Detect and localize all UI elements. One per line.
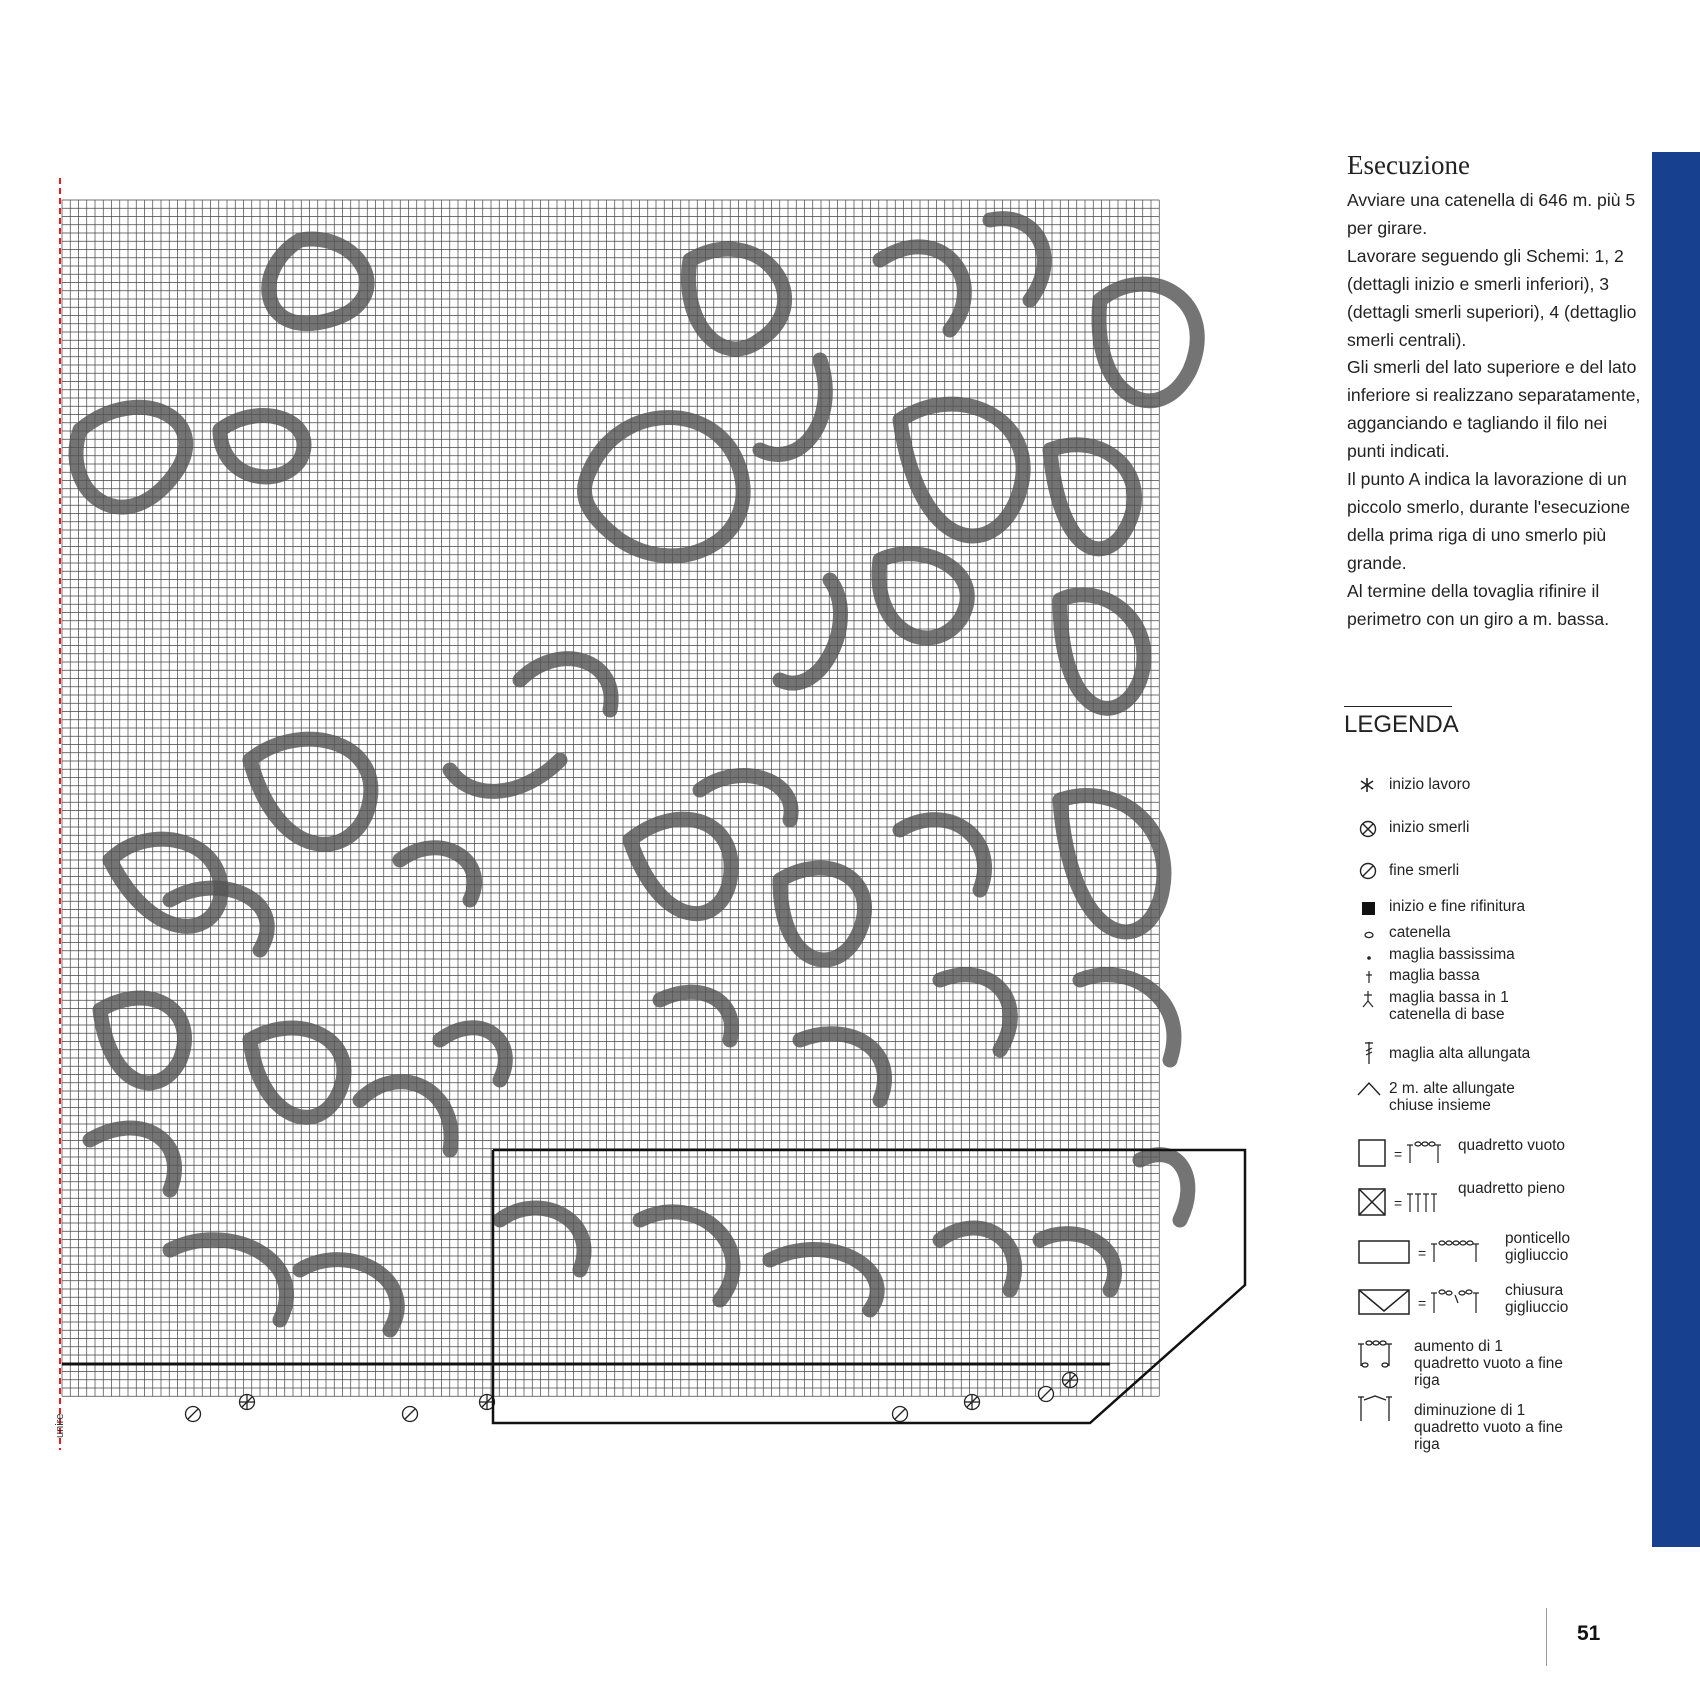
filled-motif-stroke	[170, 1240, 287, 1320]
filled-motif-stroke	[990, 219, 1044, 300]
increase-icon	[1357, 1338, 1393, 1368]
legend-label: maglia bassa	[1389, 967, 1480, 984]
svg-text:=: =	[1418, 1245, 1427, 1261]
small-oval-icon	[1363, 930, 1375, 940]
filled-motif-stroke	[770, 1250, 877, 1310]
circled-slash-icon	[1359, 862, 1377, 880]
black-square-icon	[1362, 902, 1376, 916]
svg-text:=: =	[1394, 1146, 1403, 1162]
filled-motif-stroke	[660, 992, 732, 1040]
filled-motif-stroke	[760, 360, 825, 454]
circled-x-icon	[1063, 1373, 1078, 1388]
execution-paragraph: Il punto A indica la lavorazione di un piccolo smerlo, durante l'esecuzione della prima riga di uno smerlo più grande.	[1347, 469, 1631, 573]
legend-label: fine smerli	[1389, 862, 1460, 879]
filled-motif-stroke	[100, 998, 185, 1083]
legend-label: chiusura gigliuccio	[1505, 1282, 1569, 1316]
svg-text:=: =	[1418, 1295, 1427, 1311]
filled-motif-stroke	[220, 416, 304, 477]
filled-square-icon	[1358, 1188, 1470, 1216]
filled-motif-stroke	[1060, 595, 1144, 709]
page-number: 51	[1577, 1622, 1601, 1645]
circled-x-icon	[965, 1395, 980, 1410]
empty-square-icon	[1358, 1139, 1470, 1167]
bar-icon	[1358, 1238, 1500, 1266]
execution-section	[1347, 150, 1647, 634]
filled-motif-stroke	[1060, 796, 1164, 932]
filled-motif-stroke	[300, 1260, 397, 1330]
filled-motif-stroke	[90, 1128, 175, 1190]
page-number-rule	[1546, 1608, 1547, 1666]
sc-in-chain-icon	[1361, 990, 1375, 1010]
legend-label: inizio e fine rifinitura	[1389, 898, 1526, 915]
legend-label: inizio smerli	[1389, 819, 1470, 836]
legend-label: maglia bassa in 1 catenella di base	[1389, 989, 1509, 1023]
filled-motif-stroke	[1140, 1155, 1188, 1220]
filled-motif-stroke	[400, 848, 475, 900]
execution-title: Esecuzione	[1347, 150, 1470, 180]
svg-text:=: =	[1394, 1195, 1403, 1211]
asterisk-icon	[1359, 777, 1375, 793]
legend-label: inizio lavoro	[1389, 776, 1471, 793]
legend-label: diminuzione di 1 quadretto vuoto a fine riga	[1414, 1402, 1563, 1453]
execution-paragraph: Al termine della tovaglia rifinire il perimetro con un giro a m. bassa.	[1347, 580, 1610, 629]
chart-filled-motifs	[76, 219, 1197, 1330]
legend-label: catenella	[1389, 924, 1451, 941]
filled-motif-stroke	[780, 868, 865, 960]
legend-label: maglia bassissima	[1389, 946, 1515, 963]
chapter-side-tab	[1652, 152, 1700, 1547]
lacet-icon	[1358, 1287, 1500, 1317]
filled-motif-stroke	[500, 1208, 584, 1270]
circled-slash-icon	[186, 1407, 201, 1422]
filled-motif-stroke	[940, 975, 1010, 1050]
legend-label: 2 m. alte allungate chiuse insieme	[1389, 1080, 1515, 1114]
legend-label: quadretto pieno	[1458, 1180, 1565, 1197]
circled-slash-icon	[893, 1407, 908, 1422]
filled-motif-stroke	[900, 820, 985, 890]
dc2tog-icon	[1356, 1080, 1382, 1096]
grid-lines	[62, 200, 1159, 1396]
edge-mask	[1225, 270, 1265, 400]
edge-mask	[1225, 860, 1265, 950]
scheme-outline	[493, 1150, 1245, 1423]
unire-label: unire	[54, 1413, 66, 1438]
long-dc-icon	[1363, 1041, 1375, 1065]
circled-slash-icon	[403, 1407, 418, 1422]
circled-slash-icon	[1039, 1387, 1054, 1402]
execution-paragraph: Avviare una catenella di 646 m. più 5 per girare.	[1347, 190, 1636, 238]
filled-motif-stroke	[1040, 1234, 1115, 1290]
legend-label: quadretto vuoto	[1458, 1137, 1565, 1154]
filled-motif-stroke	[584, 418, 743, 556]
edge-mask	[1225, 560, 1265, 680]
filled-motif-stroke	[880, 247, 964, 330]
filled-motif-stroke	[1080, 975, 1174, 1060]
legend-label: maglia alta allungata	[1389, 1045, 1531, 1062]
circled-x-icon	[240, 1395, 255, 1410]
filled-motif-stroke	[1099, 284, 1197, 401]
filled-motif-stroke	[780, 580, 840, 683]
dot-icon	[1365, 954, 1373, 962]
legend-label: aumento di 1 quadretto vuoto a fine riga	[1414, 1338, 1563, 1389]
legend-title: LEGENDA	[1344, 706, 1452, 739]
execution-paragraph: Lavorare seguendo gli Schemi: 1, 2 (dettagli inizio e smerli inferiori), 3 (dettagli smerli superiori), 4 (dettaglio smerli centrali).	[1347, 245, 1637, 350]
decrease-icon	[1357, 1393, 1393, 1423]
dagger-icon	[1363, 970, 1375, 984]
circled-x-icon	[1359, 820, 1377, 838]
execution-paragraph: Gli smerli del lato superiore e del lato inferiore si realizzano separatamente, agganciando e tagliando il filo nei punti indicati.	[1347, 357, 1641, 462]
legend-label: ponticello gigliuccio	[1505, 1230, 1571, 1264]
